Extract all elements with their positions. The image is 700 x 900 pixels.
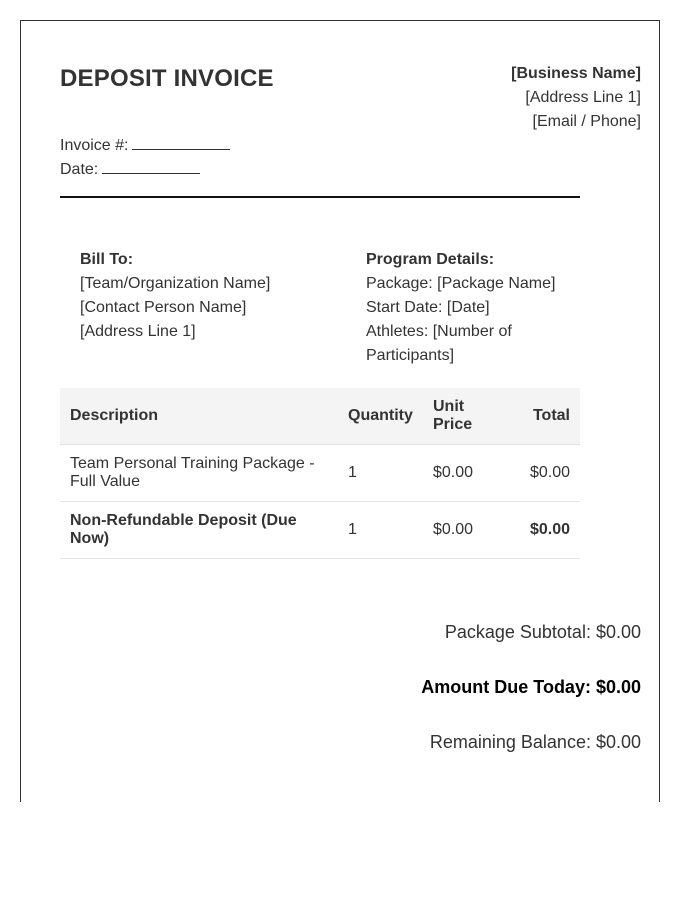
bill-to-organization: [Team/Organization Name] — [80, 275, 271, 292]
row-description — [60, 455, 348, 491]
row-quantity: 1 — [348, 521, 357, 538]
business-contact: [Email / Phone] — [532, 113, 641, 130]
invoice-number-field — [132, 135, 230, 150]
bill-to-address: [Address Line 1] — [80, 323, 196, 340]
program-start-date: Start Date: [Date] — [366, 299, 490, 316]
table-header-row — [60, 388, 580, 445]
row-quantity: 1 — [348, 464, 357, 481]
invoice-number-label: Invoice #: — [60, 137, 129, 154]
program-details-heading: Program Details: — [366, 251, 495, 268]
invoice-date-line — [60, 159, 200, 179]
header-divider — [60, 196, 580, 198]
business-info — [511, 62, 641, 134]
invoice-title: DEPOSIT INVOICE — [60, 65, 274, 92]
row-description-line1: Team Personal Training Package - — [70, 455, 315, 472]
amount-due-today: Amount Due Today: $0.00 — [421, 677, 641, 697]
header-description: Description — [70, 407, 159, 424]
bill-to-contact: [Contact Person Name] — [80, 299, 247, 316]
program-athletes-line1: Athletes: [Number of — [366, 323, 512, 340]
row-unit-price: $0.00 — [433, 521, 474, 538]
invoice-number-line — [60, 135, 230, 155]
header-unit-price-line1: Unit — [433, 398, 465, 415]
remaining-balance: Remaining Balance: $0.00 — [429, 732, 641, 752]
header-quantity: Quantity — [348, 407, 413, 424]
row-total: $0.00 — [529, 521, 570, 538]
business-name: [Business Name] — [511, 65, 641, 82]
line-items-table — [60, 388, 580, 559]
header-unit-price — [433, 398, 513, 434]
bill-to-block — [80, 248, 270, 344]
program-athletes-line2: Participants] — [366, 347, 455, 364]
row-total: $0.00 — [529, 464, 570, 481]
invoice-date-label: Date: — [60, 161, 99, 178]
header-total: Total — [532, 407, 570, 424]
row-description — [60, 512, 348, 548]
row-description-line2: Full Value — [70, 473, 140, 490]
package-subtotal: Package Subtotal: $0.00 — [444, 622, 641, 642]
row-description-line1: Non-Refundable Deposit (Due — [70, 512, 297, 529]
row-description-line2: Now) — [70, 530, 110, 547]
business-address: [Address Line 1] — [525, 89, 641, 106]
program-details-block — [366, 248, 555, 368]
table-row — [60, 502, 580, 559]
program-package: Package: [Package Name] — [366, 275, 556, 292]
row-unit-price: $0.00 — [433, 464, 474, 481]
table-row — [60, 445, 580, 502]
bill-to-heading: Bill To: — [80, 251, 134, 268]
invoice-date-field — [102, 159, 200, 174]
header-unit-price-line2: Price — [433, 416, 473, 433]
